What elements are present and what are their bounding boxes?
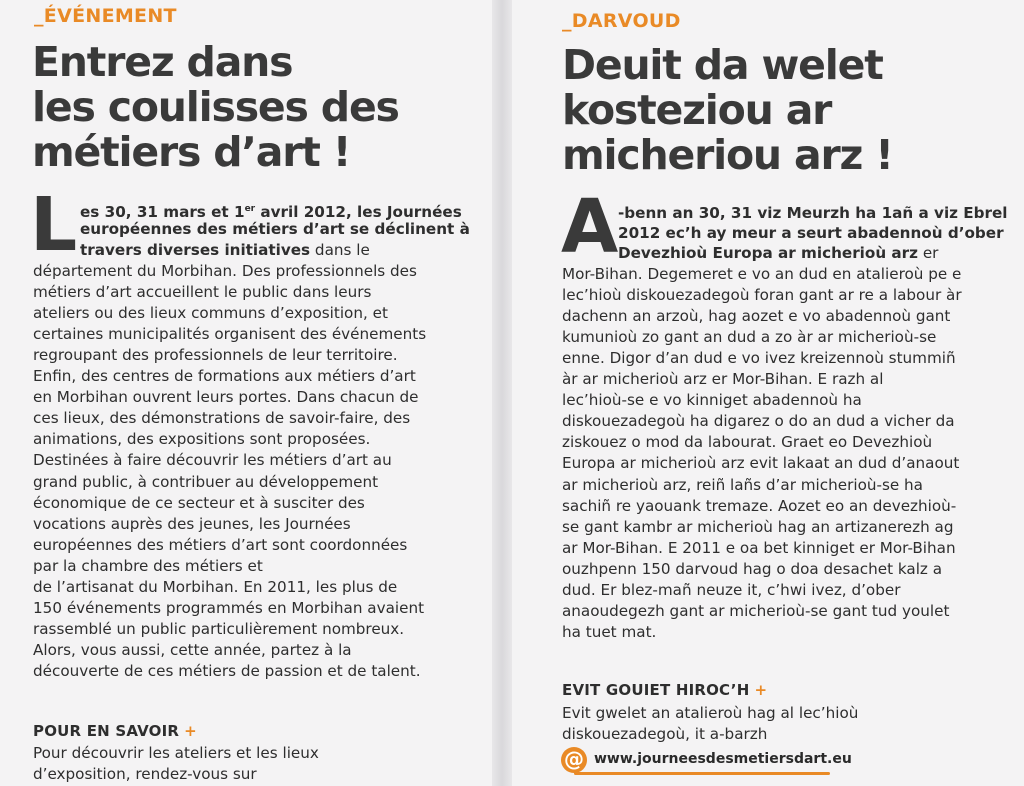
plus-icon: +	[754, 681, 768, 699]
body-line: anaoudegezh gant ar micherioù-se gant tud youlet	[562, 601, 950, 620]
more-info-line: diskouezadegoù, it a-barzh	[562, 725, 768, 743]
body-line: ha tuet mat.	[562, 622, 657, 641]
title-line: les coulisses des	[32, 83, 399, 131]
body-line: Europa ar micherioù arz evit lakaat an dud d’anaout	[562, 454, 960, 473]
body-line: dud. Er blez-mañ neuze it, c’hwi ivez, d’ober	[562, 580, 901, 599]
title-line: Entrez dans	[32, 38, 293, 86]
lead-line: -benn an 30, 31 viz Meurzh ha 1añ a viz Ebrel	[618, 204, 1008, 222]
at-icon: @	[561, 747, 587, 773]
body-line: européennes des métiers d’art sont coordonnées	[33, 535, 408, 554]
body-line: en Morbihan ouvrent leurs portes. Dans chacun de	[33, 388, 419, 407]
body-line: Alors, vous aussi, cette année, partez à la	[33, 640, 352, 659]
body-line: dachenn an arzoù, hag aozet e vo abadennoù gant	[562, 307, 951, 326]
section-kicker: _ÉVÉNEMENT	[34, 5, 177, 27]
body-line: ateliers ou des lieux communs d’exposition, et	[33, 304, 388, 323]
more-info-heading: EVIT GOUIET HIROC’H +	[562, 681, 768, 699]
body-line: métiers d’art accueillent le public dans leurs	[33, 283, 372, 302]
body-line: Mor-Bihan. Degemeret e vo an dud en atalieroù pe e	[562, 265, 962, 283]
body-line: regroupant des professionnels de leur territoire.	[33, 346, 398, 365]
page-title	[32, 40, 399, 175]
body-line: département du Morbihan. Des professionnels des	[33, 262, 417, 280]
body-line: lec’hioù-se e vo kinniget abadennoù ha	[562, 391, 862, 410]
body-line: ouzhpenn 150 darvoud hag o doa desachet kalz a	[562, 559, 943, 578]
section-kicker: _DARVOUD	[562, 10, 681, 32]
body-line: par la chambre des métiers et	[33, 556, 263, 575]
body-line: vocations auprès des jeunes, les Journées	[33, 514, 351, 533]
body-line: enne. Digor d’an dud e vo ivez kreizennoù stummiñ	[562, 349, 956, 368]
drop-cap: L	[30, 182, 78, 268]
body-line: de l’artisanat du Morbihan. En 2011, les plus de	[33, 577, 398, 596]
website-link[interactable]: www.journeesdesmetiersdart.eu	[594, 751, 852, 767]
body-line: àr ar micherioù arz er Mor-Bihan. E razh al	[562, 370, 884, 389]
body-line: ziskouez o mod da labourat. Graet eo Devezhioù	[562, 433, 933, 452]
more-info-line: Pour découvrir les ateliers et les lieux	[33, 744, 319, 762]
more-info-line: Evit gwelet an atalieroù hag al lec’hioù	[562, 704, 859, 722]
body-line: ar Mor-Bihan. E 2011 e oa bet kinniget er Mor-Bihan	[562, 538, 956, 557]
article-breton	[512, 0, 1024, 786]
title-line: kosteziou ar	[562, 86, 832, 134]
body-line: découverte de ces métiers de passion et de talent.	[33, 661, 421, 680]
body-line: Enfin, des centres de formations aux métiers d’art	[33, 367, 416, 386]
body-line: ces lieux, des démonstrations de savoir-faire, des	[33, 409, 411, 428]
more-info-heading: POUR EN SAVOIR +	[33, 722, 197, 740]
article-french	[0, 0, 492, 786]
more-info-line: d’exposition, rendez-vous sur	[33, 765, 257, 783]
body-line: sachiñ re yaouank tremaze. Aozet eo an devezhioù-	[562, 496, 957, 515]
body-line: grand public, à contribuer au développement	[33, 472, 379, 491]
body-line: ar micherioù arz, reiñ lañs d’ar micherioù-se ha	[562, 475, 923, 494]
title-line: métiers d’art !	[32, 128, 351, 176]
drop-cap: A	[561, 184, 619, 270]
page-title	[562, 43, 893, 178]
link-underline	[574, 772, 830, 775]
title-line: micheriou arz !	[562, 131, 893, 179]
body-line: économique de ce secteur et à susciter des	[33, 493, 365, 512]
lead-line: européennes des métiers d’art se déclinent à	[80, 220, 470, 238]
body-line: Destinées à faire découvrir les métiers d’art au	[33, 451, 392, 470]
body-line: rassemblé un public particulièrement nombreux.	[33, 619, 405, 638]
body-line: se gant kambr ar micherioù hag an artizanerezh ag	[562, 517, 954, 536]
body-line: animations, des expositions sont proposées.	[33, 430, 371, 449]
body-line: diskouezadegoù ha digarez o do an dud a vicher da	[562, 412, 955, 431]
body-line: lec’hioù diskouezadegoù foran gant ar re a labour àr	[562, 286, 962, 305]
page-gutter	[492, 0, 512, 786]
body-line: 150 événements programmés en Morbihan avaient	[33, 598, 425, 617]
lead-line: travers diverses initiatives dans le	[80, 241, 370, 259]
lead-line: es 30, 31 mars et 1er avril 2012, les Journées	[80, 203, 462, 222]
lead-line: Devezhioù Europa ar micherioù arz er	[618, 244, 939, 262]
body-line: kumunioù zo gant an dud a zo àr ar micherioù-se	[562, 328, 937, 347]
body-line: certaines municipalités organisent des événements	[33, 325, 427, 344]
lead-line: 2012 ec’h ay meur a seurt abadennoù d’ober	[618, 224, 1004, 242]
title-line: Deuit da welet	[562, 41, 883, 89]
plus-icon: +	[184, 722, 197, 740]
